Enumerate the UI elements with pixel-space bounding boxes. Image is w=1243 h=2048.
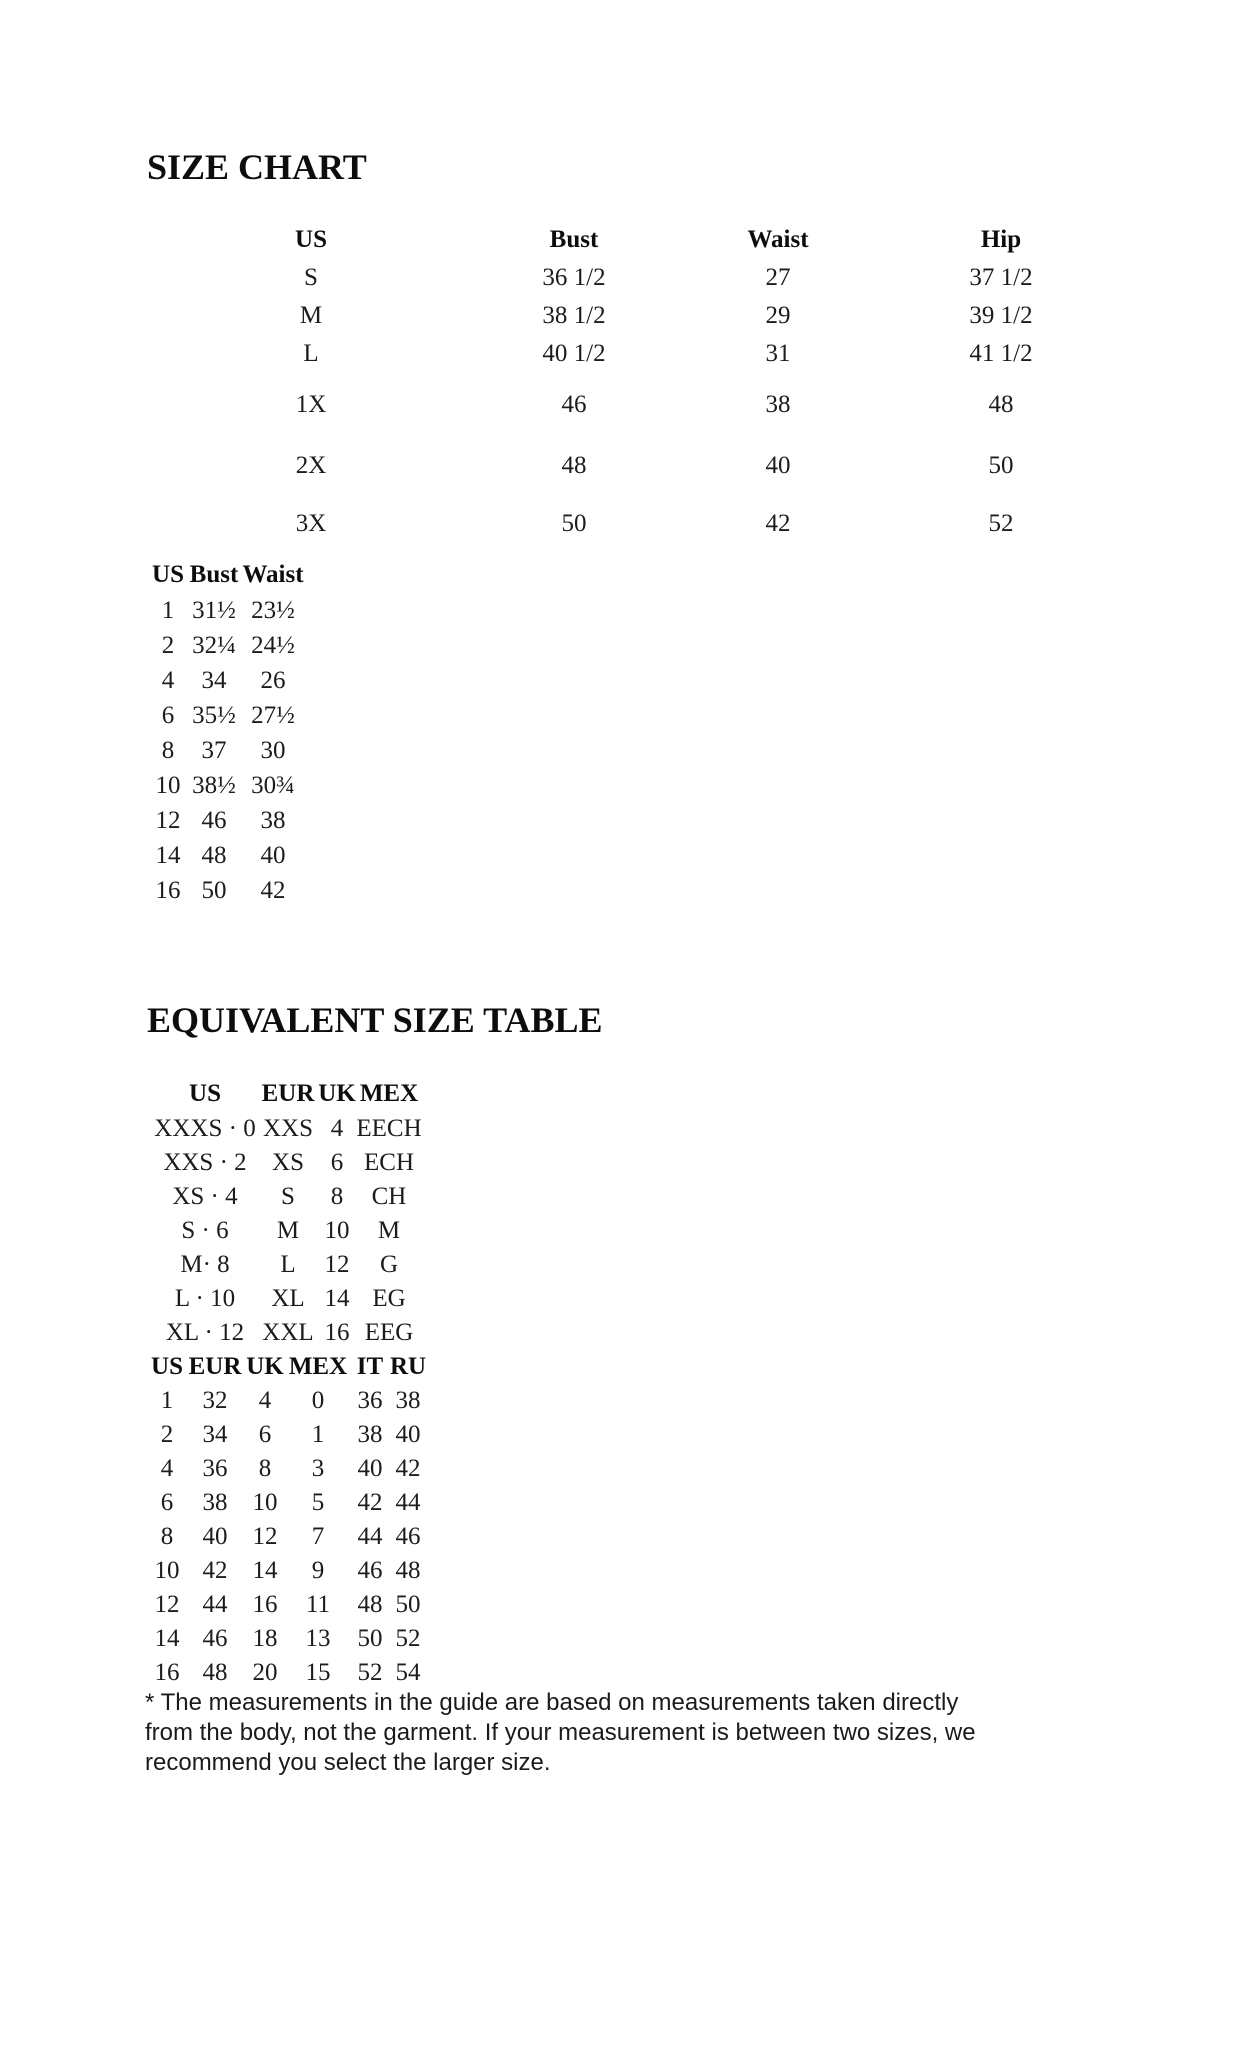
table-cell: 16 xyxy=(155,876,181,904)
table-cell: 48 xyxy=(201,841,227,869)
table-cell: 38 xyxy=(260,806,286,834)
table-row xyxy=(150,1282,420,1316)
table-cell: 12 xyxy=(324,1251,350,1278)
table-cell: 16 xyxy=(252,1591,278,1618)
table-cell: 36 xyxy=(202,1455,228,1482)
table-cell: 10 xyxy=(154,1557,180,1584)
table-cell: 31 xyxy=(765,340,791,367)
table-cell: M xyxy=(299,302,323,329)
table-cell: 7 xyxy=(311,1523,325,1550)
table-cell: 42 xyxy=(357,1489,383,1516)
table-cell: 4 xyxy=(330,1115,344,1142)
table-row xyxy=(150,1112,420,1146)
table-cell: 48 xyxy=(988,391,1014,418)
table-cell: 8 xyxy=(161,736,175,764)
table-cell: 12 xyxy=(154,1591,180,1618)
table-cell: XXS · 2 xyxy=(163,1149,247,1176)
table-row xyxy=(148,628,306,663)
table-cell: L xyxy=(303,340,319,367)
table-cell: M xyxy=(377,1217,401,1244)
table-cell: 14 xyxy=(154,1625,180,1652)
table-cell: 50 xyxy=(988,452,1014,479)
table-cell: 14 xyxy=(324,1285,350,1312)
table-cell: 6 xyxy=(258,1421,272,1448)
table-cell: 34 xyxy=(202,1421,228,1448)
table-cell: XXL xyxy=(262,1319,314,1346)
column-header: IT xyxy=(356,1353,384,1380)
table-row xyxy=(148,1452,426,1486)
table-cell: 6 xyxy=(161,701,175,729)
table-cell: 42 xyxy=(260,876,286,904)
table-row xyxy=(150,335,1122,373)
column-header: RU xyxy=(389,1353,427,1380)
table-cell: XL · 12 xyxy=(165,1319,245,1346)
table-cell: 44 xyxy=(395,1489,421,1516)
table-cell: 48 xyxy=(395,1557,421,1584)
table-cell: 46 xyxy=(561,391,587,418)
table-cell: 37 1/2 xyxy=(969,264,1033,291)
table-cell: S · 6 xyxy=(181,1217,229,1244)
table-cell: 38 1/2 xyxy=(542,302,606,329)
table-cell: 32¼ xyxy=(192,631,236,659)
table-cell: 42 xyxy=(395,1455,421,1482)
table-cell: 50 xyxy=(395,1591,421,1618)
table-row xyxy=(148,698,306,733)
table-cell: 27½ xyxy=(251,701,295,729)
table-cell: 12 xyxy=(252,1523,278,1550)
table-cell: 14 xyxy=(252,1557,278,1584)
table-cell: 4 xyxy=(258,1387,272,1414)
table-row xyxy=(148,803,306,838)
table-cell: 38 xyxy=(395,1387,421,1414)
table-cell: 24½ xyxy=(251,631,295,659)
table-cell: 48 xyxy=(202,1659,228,1686)
table-cell: 20 xyxy=(252,1659,278,1686)
table-cell: 38 xyxy=(765,391,791,418)
table-row xyxy=(148,1656,426,1690)
table-row xyxy=(150,373,1122,437)
table-cell: 10 xyxy=(324,1217,350,1244)
table-cell: 36 1/2 xyxy=(542,264,606,291)
table-row xyxy=(148,1622,426,1656)
table-cell: XL xyxy=(271,1285,305,1312)
table-row xyxy=(148,1384,426,1418)
table-row xyxy=(150,1180,420,1214)
table-row xyxy=(148,768,306,803)
table-cell: 27 xyxy=(765,264,791,291)
table-cell: 40 xyxy=(395,1421,421,1448)
table-cell: 40 xyxy=(202,1523,228,1550)
table-cell: S xyxy=(304,264,318,291)
table-row xyxy=(148,1520,426,1554)
table-row xyxy=(150,495,1122,553)
table-cell: 42 xyxy=(765,510,791,537)
table-cell: 1 xyxy=(311,1421,325,1448)
table-row xyxy=(148,838,306,873)
table-row xyxy=(150,1248,420,1282)
table-row xyxy=(148,663,306,698)
table-cell: XXS xyxy=(262,1115,313,1142)
table-cell: EG xyxy=(372,1285,406,1312)
table-cell: 46 xyxy=(201,806,227,834)
table-cell: 9 xyxy=(311,1557,325,1584)
table-cell: 1X xyxy=(295,391,327,418)
table-cell: 14 xyxy=(155,841,181,869)
table-cell: 6 xyxy=(330,1149,344,1176)
table-cell: 38 xyxy=(202,1489,228,1516)
equivalent-size-table-title: EQUIVALENT SIZE TABLE xyxy=(147,1000,603,1040)
column-header: EUR xyxy=(261,1080,315,1107)
table-cell: XS · 4 xyxy=(172,1183,238,1210)
column-header: Bust xyxy=(549,226,599,253)
table-cell: 29 xyxy=(765,302,791,329)
table-cell: 50 xyxy=(357,1625,383,1652)
table-row xyxy=(148,1418,426,1452)
table-cell: 44 xyxy=(357,1523,383,1550)
table-row xyxy=(148,873,306,908)
table-cell: 46 xyxy=(357,1557,383,1584)
equivalent-letter-table xyxy=(150,1076,420,1350)
table-row xyxy=(148,593,306,628)
table-cell: ECH xyxy=(364,1149,414,1176)
header-row xyxy=(148,556,306,593)
column-header: Waist xyxy=(747,226,809,253)
column-header: UK xyxy=(318,1080,356,1107)
table-cell: 1 xyxy=(161,596,175,624)
table-cell: 40 xyxy=(765,452,791,479)
table-cell: 8 xyxy=(330,1183,344,1210)
table-cell: 1 xyxy=(160,1387,174,1414)
header-row xyxy=(148,1350,426,1384)
column-header: US xyxy=(152,560,184,588)
table-cell: 13 xyxy=(305,1625,331,1652)
table-cell: 52 xyxy=(395,1625,421,1652)
column-header: EUR xyxy=(188,1353,242,1380)
table-cell: EEG xyxy=(364,1319,414,1346)
table-cell: 6 xyxy=(160,1489,174,1516)
table-row xyxy=(148,1588,426,1622)
table-row xyxy=(150,1146,420,1180)
table-cell: 48 xyxy=(357,1591,383,1618)
table-cell: 52 xyxy=(988,510,1014,537)
table-cell: 35½ xyxy=(192,701,236,729)
table-cell: L · 10 xyxy=(174,1285,236,1312)
table-row xyxy=(148,1486,426,1520)
table-cell: 46 xyxy=(395,1523,421,1550)
table-cell: XS xyxy=(272,1149,304,1176)
footnote-line: * The measurements in the guide are based on measurements taken directly xyxy=(145,1689,959,1716)
equivalent-numeric-table xyxy=(148,1350,426,1690)
table-cell: 4 xyxy=(160,1455,174,1482)
table-cell: 40 xyxy=(357,1455,383,1482)
table-cell: 15 xyxy=(305,1659,331,1686)
column-header: US xyxy=(189,1080,221,1107)
table-cell: 34 xyxy=(201,666,227,694)
table-cell: L xyxy=(280,1251,296,1278)
table-cell: 8 xyxy=(258,1455,272,1482)
table-row xyxy=(150,437,1122,495)
table-cell: 39 1/2 xyxy=(969,302,1033,329)
table-cell: 10 xyxy=(252,1489,278,1516)
table-cell: 48 xyxy=(561,452,587,479)
table-cell: 54 xyxy=(395,1659,421,1686)
table-cell: 11 xyxy=(305,1591,331,1618)
table-cell: M· 8 xyxy=(180,1251,230,1278)
measurement-footnote xyxy=(145,1688,1125,1778)
table-cell: 32 xyxy=(202,1387,228,1414)
table-cell: 8 xyxy=(160,1523,174,1550)
table-cell: S xyxy=(281,1183,295,1210)
table-row xyxy=(150,297,1122,335)
column-header: US xyxy=(151,1353,183,1380)
table-cell: 38 xyxy=(357,1421,383,1448)
table-row xyxy=(150,1214,420,1248)
table-cell: 42 xyxy=(202,1557,228,1584)
table-cell: 30 xyxy=(260,736,286,764)
table-cell: 50 xyxy=(561,510,587,537)
table-cell: XXXS · 0 xyxy=(154,1115,256,1142)
table-cell: 2 xyxy=(160,1421,174,1448)
table-cell: 5 xyxy=(311,1489,325,1516)
column-header: Waist xyxy=(242,560,304,588)
table-row xyxy=(148,733,306,768)
table-cell: 41 1/2 xyxy=(969,340,1033,367)
table-row xyxy=(150,1316,420,1350)
size-chart-numeric-table xyxy=(148,556,306,908)
table-cell: 50 xyxy=(201,876,227,904)
size-chart-letter-table xyxy=(150,221,1122,553)
column-header: MEX xyxy=(288,1353,348,1380)
table-cell: 40 xyxy=(260,841,286,869)
column-header: MEX xyxy=(359,1080,419,1107)
table-cell: G xyxy=(379,1251,399,1278)
table-row xyxy=(150,259,1122,297)
size-chart-title: SIZE CHART xyxy=(147,147,367,187)
table-cell: 52 xyxy=(357,1659,383,1686)
column-header: US xyxy=(295,226,327,253)
table-row xyxy=(148,1554,426,1588)
table-cell: M xyxy=(276,1217,300,1244)
table-cell: 46 xyxy=(202,1625,228,1652)
table-cell: 23½ xyxy=(251,596,295,624)
column-header: UK xyxy=(246,1353,284,1380)
table-cell: 16 xyxy=(154,1659,180,1686)
table-cell: 18 xyxy=(252,1625,278,1652)
table-cell: 12 xyxy=(155,806,181,834)
table-cell: 2X xyxy=(295,452,327,479)
table-cell: 38½ xyxy=(192,771,236,799)
table-cell: 10 xyxy=(155,771,181,799)
table-cell: 2 xyxy=(161,631,175,659)
table-cell: 4 xyxy=(161,666,175,694)
header-row xyxy=(150,1076,420,1112)
table-cell: 0 xyxy=(311,1387,325,1414)
table-cell: 40 1/2 xyxy=(542,340,606,367)
table-cell: 37 xyxy=(201,736,227,764)
table-cell: 31½ xyxy=(192,596,236,624)
table-cell: 26 xyxy=(260,666,286,694)
header-row xyxy=(150,221,1122,259)
column-header: Hip xyxy=(980,226,1022,253)
table-cell: 44 xyxy=(202,1591,228,1618)
table-cell: 16 xyxy=(324,1319,350,1346)
table-cell: 36 xyxy=(357,1387,383,1414)
table-cell: 3X xyxy=(295,510,327,537)
footnote-line: recommend you select the larger size. xyxy=(145,1749,551,1776)
table-cell: 30¾ xyxy=(251,771,295,799)
column-header: Bust xyxy=(189,560,239,588)
footnote-line: from the body, not the garment. If your measurement is between two sizes, we xyxy=(145,1719,976,1746)
table-cell: EECH xyxy=(356,1115,422,1142)
table-cell: 3 xyxy=(311,1455,325,1482)
table-cell: CH xyxy=(371,1183,407,1210)
